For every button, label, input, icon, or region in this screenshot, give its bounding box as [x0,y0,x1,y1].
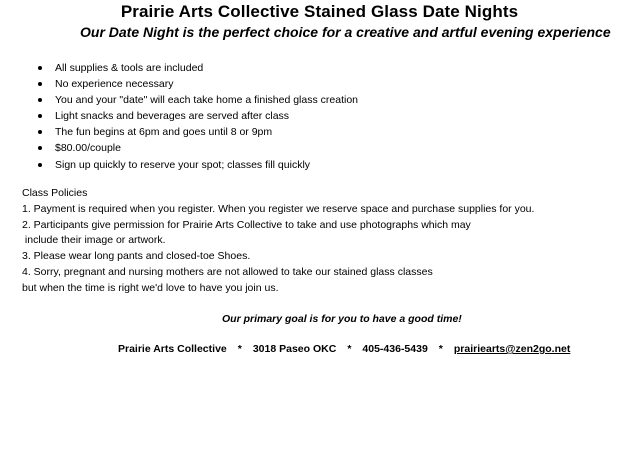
separator: * [347,343,352,355]
list-item: The fun begins at 6pm and goes until 8 or 9pm [38,124,358,140]
list-item: All supplies & tools are included [38,60,358,76]
page-title: Prairie Arts Collective Stained Glass Date Nights [120,2,519,21]
list-item: You and your "date" will each take home a finished glass creation [38,92,358,108]
email-link[interactable]: prairiearts@zen2go.net [453,343,571,355]
primary-goal: Our primary goal is for you to have a good time! [222,313,462,325]
list-item: No experience necessary [38,76,358,92]
policy-line: but when the time is right we'd love to have you join us. [22,281,279,294]
policy-line: 4. Sorry, pregnant and nursing mothers are not allowed to take our stained glass classes [22,265,433,278]
features-list [38,60,358,173]
separator: * [237,343,242,355]
organization-name: Prairie Arts Collective [118,343,227,355]
policy-line: include their image or artwork. [22,234,166,247]
policy-line: 3. Please wear long pants and closed-toe Shoes. [22,250,251,263]
class-policies [22,186,534,297]
policy-line: 1. Payment is required when you register. When you register we reserve space and purchase supplies for you. [22,202,535,215]
policies-heading: Class Policies [22,187,88,199]
list-item: Sign up quickly to reserve your spot; classes fill quickly [38,157,358,173]
page-subtitle: Our Date Night is the perfect choice for a creative and artful evening experience [80,24,611,40]
separator: * [438,343,443,355]
list-item: $80.00/couple [38,140,358,156]
list-item: Light snacks and beverages are served after class [38,108,358,124]
policy-line: 2. Participants give permission for Prairie Arts Collective to take and use photographs which may [22,218,471,231]
address: 3018 Paseo OKC [252,343,337,355]
phone-number[interactable]: 405-436-5439 [362,343,428,355]
contact-line [118,343,570,355]
